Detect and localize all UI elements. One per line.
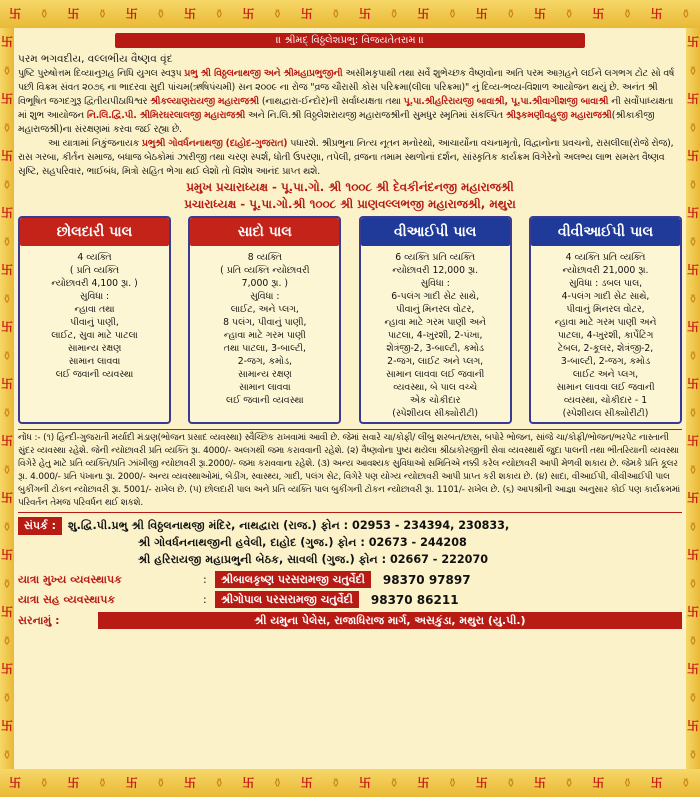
swastika-icon: 卐: [417, 776, 430, 790]
kalash-icon: ⚱: [155, 776, 166, 790]
kalash-icon: ⚱: [97, 776, 108, 790]
swastika-icon: 卐: [300, 7, 313, 21]
kalash-icon: ⚱: [389, 776, 400, 790]
swastika-icon: 卐: [9, 7, 22, 21]
package-detail-line: 7,000 રૂા. ): [241, 278, 288, 289]
kalash-icon: ⚱: [330, 7, 341, 21]
kalash-icon: ⚱: [687, 405, 699, 420]
swastika-icon: 卐: [686, 35, 699, 50]
package-details: [531, 246, 680, 424]
paragraph-text: (નાથદ્વારા-ઈન્દોર)ની સર્વાધ્યક્ષતા તથા: [258, 96, 404, 107]
swastika-icon: 卐: [686, 149, 699, 164]
organizer-name: શ્રીબાલકૃષ્ણ પરસરામજી ચતુર્વેદી: [215, 571, 371, 588]
swastika-icon: 卐: [0, 206, 13, 221]
package-detail-line: ન્યોછાવરી 4,100 રૂા. ): [51, 278, 138, 289]
kalash-icon: ⚱: [687, 747, 699, 762]
paragraph-text: (શ્રીકાકીજી મહારાજશ્રી)ના સંરક્ષણમાં કરવા જઈ રહ્યા છે.: [18, 110, 655, 135]
intro-paragraph: [18, 67, 682, 137]
swastika-icon: 卐: [686, 263, 699, 278]
package-detail-line: ( પ્રતિ વ્યક્તિ ન્યોછાવરી: [220, 265, 310, 276]
swastika-icon: 卐: [242, 7, 255, 21]
kalash-icon: ⚱: [564, 776, 575, 790]
swastika-icon: 卐: [184, 776, 197, 790]
emphasized-text: પૂ.પા.શ્રીહરિરાયજી બાવાશ્રી, પૂ.પા.શ્રીવાગીશજી બાવાશ્રી: [403, 96, 609, 107]
emphasized-text: નિ.લિ.દ્વિ.પી. શ્રીમિરઘરલાલજી મહારાજશ્રી: [86, 110, 246, 121]
package-detail-line: શેત્રંજી-2, 3-બાલ્ટી, કમોડ: [386, 343, 484, 354]
swastika-icon: 卐: [592, 776, 605, 790]
package-detail-line: લાઈટ અને પ્લગ,: [572, 369, 639, 380]
emphasized-text: શ્રીરૂકમણીવહુજી મહારાજશ્રી: [505, 110, 612, 121]
package-detail-line: પાટલા, 4-ખુરશી, કાર્પેટિંગ: [557, 330, 654, 341]
kalash-icon: ⚱: [687, 234, 699, 249]
swastika-icon: 卐: [686, 491, 699, 506]
swastika-icon: 卐: [686, 377, 699, 392]
swastika-icon: 卐: [0, 92, 13, 107]
package-detail-line: 4 વ્યક્તિ પ્રતિ વ્યક્તિ: [565, 252, 646, 263]
kalash-icon: ⚱: [1, 177, 13, 192]
package-detail-line: સુવિધા :: [420, 278, 450, 289]
swastika-icon: 卐: [359, 776, 372, 790]
swastika-icon: 卐: [0, 263, 13, 278]
swastika-icon: 卐: [125, 776, 138, 790]
kalash-icon: ⚱: [272, 7, 283, 21]
kalash-icon: ⚱: [389, 7, 400, 21]
kalash-icon: ⚱: [1, 519, 13, 534]
contact-line-nathdwara: શુ.દ્વિ.પી.પ્રભુ શ્રી વિઠ્ઠલનાથજી મંદિર, નાથદ્વારા (રાજ.) ફોન : 02953 - 234394, 230833,: [68, 519, 510, 532]
kalash-icon: ⚱: [505, 7, 516, 21]
kalash-icon: ⚱: [687, 63, 699, 78]
right-ornament-border: [686, 28, 700, 769]
package-detail-line: સામાન્ય રક્ષણ: [238, 369, 292, 380]
organizer-phone: 98370 86211: [370, 592, 459, 607]
package-detail-line: 4-પલંગ ગાદી સેટ સાથે,: [561, 291, 650, 302]
swastika-icon: 卐: [686, 548, 699, 563]
package-detail-line: સામાન લાવવા: [238, 382, 291, 393]
swastika-icon: 卐: [417, 7, 430, 21]
package-detail-line: (સ્પેશીયલ સીક્યોરીટી): [562, 408, 649, 419]
package-detail-line: વ્યવસ્થા, બે પાલ વચ્ચે: [393, 382, 478, 393]
swastika-icon: 卐: [650, 7, 663, 21]
package-title: વીઆઈપી પાલ: [361, 218, 510, 246]
kalash-icon: ⚱: [214, 7, 225, 21]
swastika-icon: 卐: [686, 662, 699, 677]
kalash-icon: ⚱: [687, 291, 699, 306]
notes-section: નોંધ :- (૧) હિન્દી-ગુજરાતી મર્યાદી મંડાણ(ભોજન પ્રસાદ વ્યવસ્થા) સ્વૈચ્છિક રાખવામાં આવી છે. જેમાં સવારે ચા/કોફી/ લીંબુ શરબત/છાસ, બપોરે ભોજન, સાંજે ચા/કોફી/ભોજન/ભરપેટ નાસ્તાની સુંદર વ્યવસ્થા રહેશે. જેની ન્યોછાવરી પ્રતિ વ્યક્તિ રૂા. 4000/- અલગથી જમા કરાવવાની રહેશે. (૨) વૈષ્ણવોના પુષ્ય થયેલા શ્રીઠાકોરજીની સેવા વ્યવસ્થાર્થે જુદા પાલની તથા ભીતરિયાની વ્યવસ્થા વિગેરે હેતુ માટે પ્રતિ વ્યક્તિ/પ્રતિ ઝાંખીજી ન્યોછાવરી રૂા.2000/- જમા કરાવવાના રહેશે. (૩) અન્ય આવશ્યક સુવિધાઓ સમિતિએ નક્કી કરેલ ન્યોછાવરી આપી મેળવી શકાય છે. જેમકે પ્રતિ કૂલર રૂા. 4.000/- પ્રતિ પંખાના રૂા. 2000/- અન્ય વ્યવસ્થાઓમાં, બેડીંગ, સ્વાસ્થ્ય, ગાદી, પલંગ સેટ, વિગેરે પણ યોગ્ય ન્યોછાવરી આપી પ્રાપ્ત કરી શકાય છે. (૪) સાદા, વીઆઈપી, વીવીઆઈપી પાલ બુકીંગની ટોકન ન્યોછાવરી રૂા. 5001/- રાખેલ છે. (૫) છોલદારી પાલ અને પ્રતિ વ્યક્તિ પાલ બુકીંગની ટોકન ન્યોછાવરી રૂા. 1101/- રાખેલ છે. (૬) આપશ્રીની આજ્ઞા અનુસાર કોઈ પણ કાર્યક્રમમાં પરિવર્તન તેમજ પરિવર્ધન થઈ શકશે.: [18, 429, 682, 513]
package-title: સાદો પાલ: [190, 218, 339, 246]
package-detail-line: વ્યવસ્થા, ચોકીદાર - 1: [563, 395, 648, 406]
paragraph-text: ની સર્વોપાધ્યક્ષતા માં શુભ આયોજન: [18, 96, 674, 121]
package-detail-line: ( પ્રતિ વ્યક્તિ: [69, 265, 120, 276]
swastika-icon: 卐: [0, 149, 13, 164]
package-detail-line: સુવિધા :: [79, 291, 110, 302]
organizer-row-co: યાત્રા સહ વ્યવસ્થાપક : શ્રીગોપાલ પરસરામજી ચતુર્વેદી 98370 86211: [18, 592, 459, 607]
package-detail-line: પીવાનું મિનરલ વોટર,: [566, 304, 645, 315]
swastika-icon: 卐: [0, 605, 13, 620]
package-detail-line: એક ચોકીદાર: [409, 395, 461, 406]
kalash-icon: ⚱: [622, 776, 633, 790]
package-card: [18, 216, 171, 424]
package-card: [188, 216, 341, 424]
organizer-label: યાત્રા સહ વ્યવસ્થાપક: [18, 592, 116, 606]
kalash-icon: ⚱: [1, 120, 13, 135]
promoter-line: પ્રચારાધ્યક્ષ - પૂ.પા.ગો.શ્રી ૧૦૦૮ શ્રી પ્રાણવલ્લભજી મહારાજશ્રી, મથુરા: [184, 197, 516, 211]
kalash-icon: ⚱: [505, 776, 516, 790]
paragraph-text: પધારશે. શ્રીપ્રભુના નિત્ય નૂતન મનોરથો, આચાર્યોના વચનામૃતો, વિદ્વાનોના પ્રવચનો, રાસલીલા(રોજે રોજ), રાસ ગરબા, કીર્તન સમાજ, બધાજ બેઠકોમાં ઝારીજી તથા ચરણ સ્પર્શ, ધોતી ઉપરણા, તપેલી, વ્રજના તમામ સ્થળોનાં દર્શન, સાંસ્કૃતિક કાર્યક્રમ વિગેરેનો અલભ્ય લાભ સમસ્ત વૈષ્ણવ સૃષ્ટિ, સહપરિવાર, ભાઈબંધ, મિત્રો સહિત ભેગા થઈ લેશો તો વિશેષ આનંદ પ્રાપ્ત થશે.: [18, 138, 674, 177]
package-detail-line: ન્યોછાવરી 12,000 રૂા.: [392, 265, 479, 276]
organizer-name: શ્રીગોપાલ પરસરામજી ચતુર્વેદી: [215, 591, 359, 608]
package-detail-line: લાઈટ, અને પ્લગ,: [230, 304, 299, 315]
swastika-icon: 卐: [9, 776, 22, 790]
kalash-icon: ⚱: [680, 7, 691, 21]
package-detail-line: સુવિધા : ડબલ પાલ,: [568, 278, 643, 289]
kalash-icon: ⚱: [1, 348, 13, 363]
package-details: [361, 246, 510, 424]
kalash-icon: ⚱: [564, 7, 575, 21]
package-detail-line: લાઈટ, સુવા માટે પાટલા: [51, 330, 138, 341]
swastika-icon: 卐: [0, 320, 13, 335]
package-detail-line: 2-જગ, કમોડ,: [237, 356, 292, 367]
organizer-label: યાત્રા મુખ્ય વ્યવસ્થાપક: [18, 572, 122, 586]
package-detail-line: સામાન્ય રક્ષણ: [67, 343, 122, 354]
package-detail-line: ન્યોછાવરી 21,000 રૂા.: [562, 265, 649, 276]
kalash-icon: ⚱: [1, 291, 13, 306]
kalash-icon: ⚱: [687, 177, 699, 192]
kalash-icon: ⚱: [687, 348, 699, 363]
swastika-icon: 卐: [534, 776, 547, 790]
brochure-content: [18, 30, 682, 767]
package-detail-line: 8 વ્યક્તિ: [247, 252, 282, 263]
swastika-icon: 卐: [686, 206, 699, 221]
package-detail-line: સામાન લાવવા લઈ જવાની: [386, 369, 485, 380]
kalash-icon: ⚱: [39, 776, 50, 790]
kalash-icon: ⚱: [687, 690, 699, 705]
package-details: [20, 246, 169, 386]
kalash-icon: ⚱: [447, 776, 458, 790]
kalash-icon: ⚱: [687, 519, 699, 534]
kalash-icon: ⚱: [1, 405, 13, 420]
swastika-icon: 卐: [650, 776, 663, 790]
swastika-icon: 卐: [475, 776, 488, 790]
contact-lines: [68, 517, 509, 568]
package-detail-line: લઈ જવાની વ્યવસ્થા: [226, 395, 304, 406]
chief-promoter-line: પ્રમુખ પ્રચારાધ્યક્ષ - પૂ.પા.ગો. શ્રી ૧૦૦૮ શ્રી દેવકીનંદનજી મહારાજશ્રી: [186, 180, 514, 194]
address-text: શ્રી યમુના પેલેસ, રાજાધિરાજ માર્ગ, અસકુંડા, મથુરા (યુ.પી.): [98, 612, 682, 629]
yatra-paragraph: [18, 137, 682, 179]
package-detail-line: 3-બાલ્ટી, 2-જગ, કમોડ: [560, 356, 651, 367]
package-detail-line: 4 વ્યક્તિ: [77, 252, 112, 263]
package-detail-line: પીવાનું મિનરલ વોટર,: [395, 304, 475, 315]
address-label: સરનામું :: [18, 613, 60, 627]
swastika-icon: 卐: [475, 7, 488, 21]
package-cards: [18, 216, 682, 424]
top-ornament-border: [0, 0, 700, 28]
organizer-row-main: યાત્રા મુખ્ય વ્યવસ્થાપક : શ્રીબાલકૃષ્ણ પરસરામજી ચતુર્વેદી 98370 97897: [18, 572, 471, 587]
kalash-icon: ⚱: [214, 776, 225, 790]
swastika-icon: 卐: [300, 776, 313, 790]
swastika-icon: 卐: [686, 92, 699, 107]
left-ornament-border: [0, 28, 14, 769]
package-card: [359, 216, 512, 424]
swastika-icon: 卐: [0, 719, 13, 734]
kalash-icon: ⚱: [447, 7, 458, 21]
swastika-icon: 卐: [534, 7, 547, 21]
kalash-icon: ⚱: [1, 576, 13, 591]
swastika-icon: 卐: [686, 605, 699, 620]
contact-section: [18, 517, 682, 568]
contact-label: સંપર્ક :: [18, 517, 62, 535]
kalash-icon: ⚱: [687, 576, 699, 591]
package-detail-line: સામાન લાવવા: [68, 356, 121, 367]
swastika-icon: 卐: [0, 35, 13, 50]
package-detail-line: તથા પાટલા, 3-બાલ્ટી,: [223, 343, 306, 354]
swastika-icon: 卐: [0, 491, 13, 506]
kalash-icon: ⚱: [1, 234, 13, 249]
swastika-icon: 卐: [359, 7, 372, 21]
kalash-icon: ⚱: [687, 633, 699, 648]
emphasized-text: પ્રભુ શ્રી વિઠ્ઠલનાથજી અને શ્રીમહાપ્રભુજીની: [184, 68, 343, 79]
package-detail-line: 6 વ્યક્તિ પ્રતિ વ્યક્તિ: [395, 252, 475, 263]
kalash-icon: ⚱: [39, 7, 50, 21]
salutation: પરમ ભગવદીય, વલ્લભીય વૈષ્ણવ વૃંદ: [18, 53, 173, 65]
package-details: [190, 246, 339, 412]
contact-line-savli: શ્રી હરિરાયજી મહાપ્રભુની બેઠક, સાવલી (ગુજ.) ફોન : 02667 - 222070: [138, 553, 489, 566]
package-detail-line: પીવાનું પાણી,: [70, 317, 119, 328]
swastika-icon: 卐: [686, 434, 699, 449]
kalash-icon: ⚱: [1, 690, 13, 705]
swastika-icon: 卐: [242, 776, 255, 790]
kalash-icon: ⚱: [622, 7, 633, 21]
swastika-icon: 卐: [0, 434, 13, 449]
organizer-phone: 98370 97897: [382, 572, 471, 587]
package-detail-line: લઈ જવાની વ્યવસ્થા: [55, 369, 134, 380]
swastika-icon: 卐: [686, 719, 699, 734]
emphasized-text: પ્રભુશ્રી ગોવર્ધનનાથજી (દાહોદ-ગુજરાત): [141, 138, 288, 149]
swastika-icon: 卐: [67, 7, 80, 21]
emphasized-text: શ્રીકલ્યાણરાયજી મહારાજશ્રી: [150, 96, 259, 107]
package-title: વીવીઆઈપી પાલ: [531, 218, 680, 246]
swastika-icon: 卐: [125, 7, 138, 21]
package-detail-line: ન્હાવા માટે ગરમ પાણી: [223, 330, 306, 341]
swastika-icon: 卐: [184, 7, 197, 21]
paragraph-text: પુષ્ટિ પુરુષોત્તમ દિવ્યાનુગ્રહ નિધિ યુગલ સ્વરૂપ: [18, 68, 185, 79]
kalash-icon: ⚱: [1, 63, 13, 78]
kalash-icon: ⚱: [155, 7, 166, 21]
package-detail-line: 8 પલંગ, પીવાનું પાણી,: [223, 317, 307, 328]
kalash-icon: ⚱: [1, 633, 13, 648]
header-banner: ॥ શ્રીમદ્ વિઠ્ઠલેશપ્રભુ: વિજયતેતરામ ॥: [115, 33, 585, 48]
package-detail-line: ન્હાવા તથા: [74, 304, 115, 315]
package-detail-line: પાટલા, 4-ખુરશી, 2-પંખા,: [387, 330, 483, 341]
swastika-icon: 卐: [686, 320, 699, 335]
kalash-icon: ⚱: [680, 776, 691, 790]
kalash-icon: ⚱: [330, 776, 341, 790]
paragraph-text: અને નિ.લિ.શ્રી વિઠ્ઠલેશરાયજી મહારાજશ્રીની સુમધુર સ્મૃતિમાં સંકલ્પિત: [245, 110, 506, 121]
paragraph-text: આ યાત્રામાં નિકુંજનાયક: [48, 138, 142, 149]
contact-line-dahod: શ્રી ગોવર્ધનનાથજીની હવેલી, દાહોદ (ગુજ.) ફોન : 02673 - 244208: [138, 536, 467, 549]
package-detail-line: 2-જગ, લાઈટ અને પ્લગ,: [387, 356, 484, 367]
swastika-icon: 卐: [67, 776, 80, 790]
swastika-icon: 卐: [592, 7, 605, 21]
kalash-icon: ⚱: [97, 7, 108, 21]
package-detail-line: સુવિધા :: [250, 291, 280, 302]
bottom-ornament-border: [0, 769, 700, 797]
paragraph-text: અસીમકૃપાથી તથા સર્વે શુભેચ્છક વૈષ્ણવોના અતિ પરમ આગ્રહને લઈને લગભગ ટોટ સો વર્ષ પછી વિક્રમ સંવત ૨૦૭૬ ના ભાદરવા સુદી પાંચમ(ઋષિપંચમી) સન ૨૦૦૯ ના રોજ "વ્રજ ચૌરાસી કોસ પરિક્રમા(લીલા પરિક્રમા)" નું દિવ્ય-ભવ્ય-વિશાળ આયોજન થયું છે. અનંત શ્રી વિભૂષિત જગદગુરૂ દ્વિતીયપીઠાધિશ્વર: [18, 68, 675, 107]
kalash-icon: ⚱: [272, 776, 283, 790]
kalash-icon: ⚱: [1, 462, 13, 477]
package-detail-line: 6-પલંગ ગાદી સેટ સાથે,: [391, 291, 480, 302]
package-detail-line: સામાન લાવવા લઈ જવાની: [556, 382, 655, 393]
kalash-icon: ⚱: [1, 747, 13, 762]
package-detail-line: ન્હાવા માટે ગરમ પાણી અને: [554, 317, 657, 328]
kalash-icon: ⚱: [687, 462, 699, 477]
swastika-icon: 卐: [0, 548, 13, 563]
package-detail-line: ન્હાવા માટે ગરમ પાણી અને: [384, 317, 486, 328]
package-card: [529, 216, 682, 424]
swastika-icon: 卐: [0, 662, 13, 677]
package-title: છોલદારી પાલ: [20, 218, 169, 246]
package-detail-line: ટેબલ, 2-કૂલર, શેત્રંજી-2,: [557, 343, 654, 354]
package-detail-line: (સ્પેશીયલ સીક્યોરીટી): [392, 408, 479, 419]
address-row: [18, 612, 682, 629]
swastika-icon: 卐: [0, 377, 13, 392]
kalash-icon: ⚱: [687, 120, 699, 135]
